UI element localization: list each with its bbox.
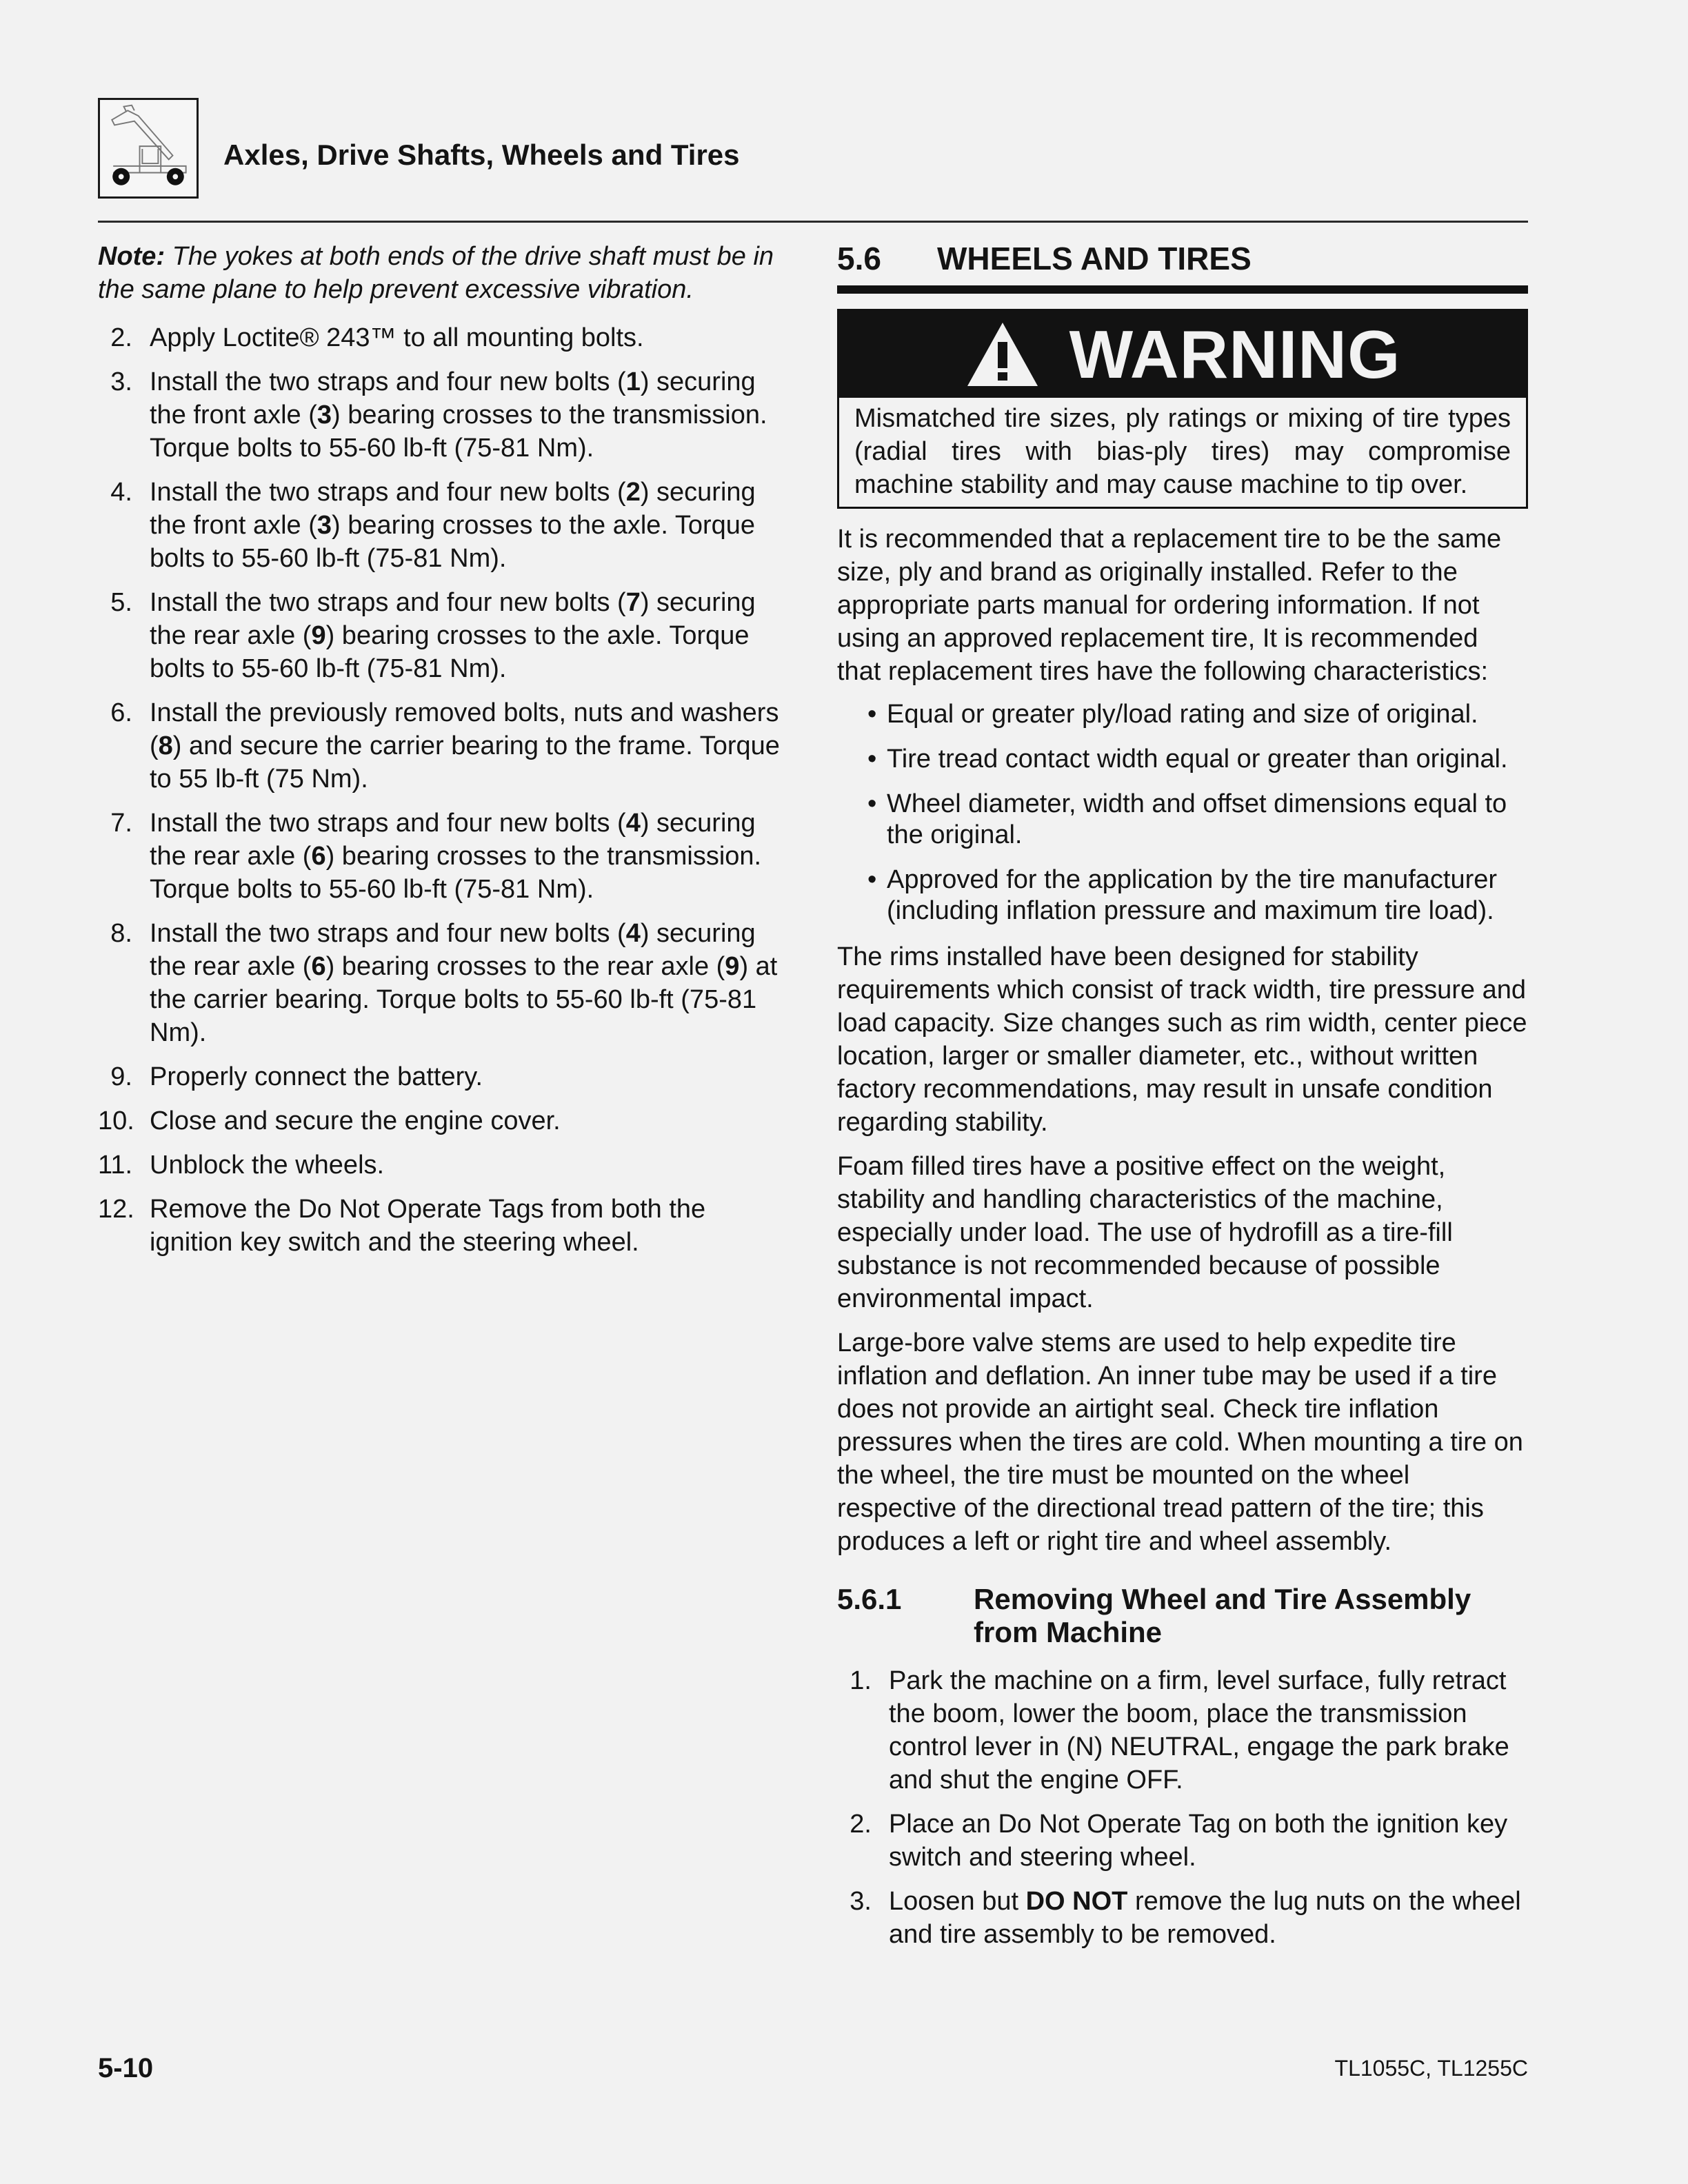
list-item: 4. Install the two straps and four new bolts (2) securing the front axle (3) bearing crosses to the axle. Torque bolts to 55-60 lb-ft (75-81 Nm). xyxy=(110,478,756,573)
tire-characteristics-list xyxy=(837,699,1528,927)
model-numbers: TL1055C, TL1255C xyxy=(1334,2056,1528,2081)
section-heading xyxy=(837,239,1528,279)
warning-box xyxy=(837,309,1528,509)
warning-text: Mismatched tire sizes, ply ratings or mixing of tire types (radial tires with bias-ply tires) may compromise machine stability and may cause machine to tip over. xyxy=(854,404,1511,499)
section-number: 5.6 xyxy=(837,241,881,276)
list-item: 3. Loosen but DO NOT remove the lug nuts on the wheel and tire assembly to be removed. xyxy=(850,1887,1521,1949)
list-item: 12. Remove the Do Not Operate Tags from both the ignition key switch and the steering wheel. xyxy=(98,1195,706,1257)
subsection-number: 5.6.1 xyxy=(837,1583,902,1615)
header-divider xyxy=(98,221,1528,223)
right-column xyxy=(837,237,1528,1962)
warning-title: WARNING xyxy=(1069,316,1401,392)
page-header-title: Axles, Drive Shafts, Wheels and Tires xyxy=(223,139,740,171)
list-item: 8. Install the two straps and four new bolts (4) securing the rear axle (6) bearing crosses to the rear axle (9) at the carrier bearing. Torque bolts to 55-60 lb-ft (75-81 Nm). xyxy=(110,919,778,1047)
list-item: 10. Close and secure the engine cover. xyxy=(98,1106,561,1135)
subsection-title: Removing Wheel and Tire Assembly from Machine xyxy=(974,1583,1471,1648)
list-item: 6. Install the previously removed bolts, nuts and washers (8) and secure the carrier bearing to the frame. Torque to 55 lb-ft (75 Nm). xyxy=(110,698,780,793)
paragraph: The rims installed have been designed for stability requirements which consist of track width, tire pressure and load capacity. Size changes such as rim width, center piece location, larger or smaller diameter, etc., without written factory recommendations, may result in unsafe condition regarding stability. xyxy=(837,942,1527,1137)
list-item: 2. Place an Do Not Operate Tag on both the ignition key switch and steering wheel. xyxy=(850,1810,1508,1872)
warning-banner xyxy=(839,311,1526,398)
paragraph: It is recommended that a replacement tire to be the same size, ply and brand as originally installed. Refer to the appropriate parts manual for ordering information. If not using an approved replacement tire, It is recommended that replacement tires have the following characteristics: xyxy=(837,525,1502,686)
list-item: 11. Unblock the wheels. xyxy=(98,1151,385,1180)
left-steps-list xyxy=(98,321,787,1259)
note-label: Note: xyxy=(98,242,165,271)
list-item: • Equal or greater ply/load rating and size of original. xyxy=(837,699,1528,730)
page-number: 5-10 xyxy=(98,2053,154,2083)
list-item: 2. Apply Loctite® 243™ to all mounting bolts. xyxy=(110,323,644,352)
list-item: 7. Install the two straps and four new bolts (4) securing the rear axle (6) bearing crosses to the transmission. Torque bolts to 55-60 lb-ft (75-81 Nm). xyxy=(110,809,762,904)
paragraph: Large-bore valve stems are used to help expedite tire inflation and deflation. An inner tube may be used if a tire does not provide an airtight seal. Check tire inflation pressures when the tires are cold. When mounting a tire on the wheel, the tire must be mounted on the wheel respective of the directional tread pattern of the tire; this produces a left or right tire and wheel assembly. xyxy=(837,1328,1523,1556)
paragraph: Foam filled tires have a positive effect on the weight, stability and handling characteristics of the machine, especially under load. The use of hydrofill as a tire-fill substance is not recommended because of possible environmental impact. xyxy=(837,1152,1453,1313)
subsection-heading xyxy=(837,1583,1528,1649)
right-steps-list xyxy=(837,1664,1528,1951)
list-item: 9. Properly connect the battery. xyxy=(110,1062,483,1091)
note xyxy=(98,240,787,306)
section-title: WHEELS AND TIRES xyxy=(937,241,1252,276)
note-text: The yokes at both ends of the drive shaft must be in the same plane to help prevent excessive vibration. xyxy=(98,242,774,304)
telehandler-machine-icon xyxy=(98,98,199,199)
warning-triangle-icon xyxy=(965,320,1041,389)
list-item: 3. Install the two straps and four new bolts (1) securing the front axle (3) bearing crosses to the transmission. Torque bolts to 55-60 lb-ft (75-81 Nm). xyxy=(110,367,767,463)
section-divider xyxy=(837,285,1528,294)
list-item: • Wheel diameter, width and offset dimensions equal to the original. xyxy=(837,789,1528,851)
list-item: 1. Park the machine on a firm, level surface, fully retract the boom, lower the boom, place the transmission control lever in (N) NEUTRAL, engage the park brake and shut the engine OFF. xyxy=(850,1666,1509,1794)
list-item: 5. Install the two straps and four new bolts (7) securing the rear axle (9) bearing crosses to the axle. Torque bolts to 55-60 lb-ft (75-81 Nm). xyxy=(110,588,756,683)
list-item: • Approved for the application by the tire manufacturer (including inflation pressure and maximum tire load). xyxy=(837,865,1528,927)
list-item: • Tire tread contact width equal or greater than original. xyxy=(837,744,1528,775)
left-column xyxy=(98,237,787,1270)
